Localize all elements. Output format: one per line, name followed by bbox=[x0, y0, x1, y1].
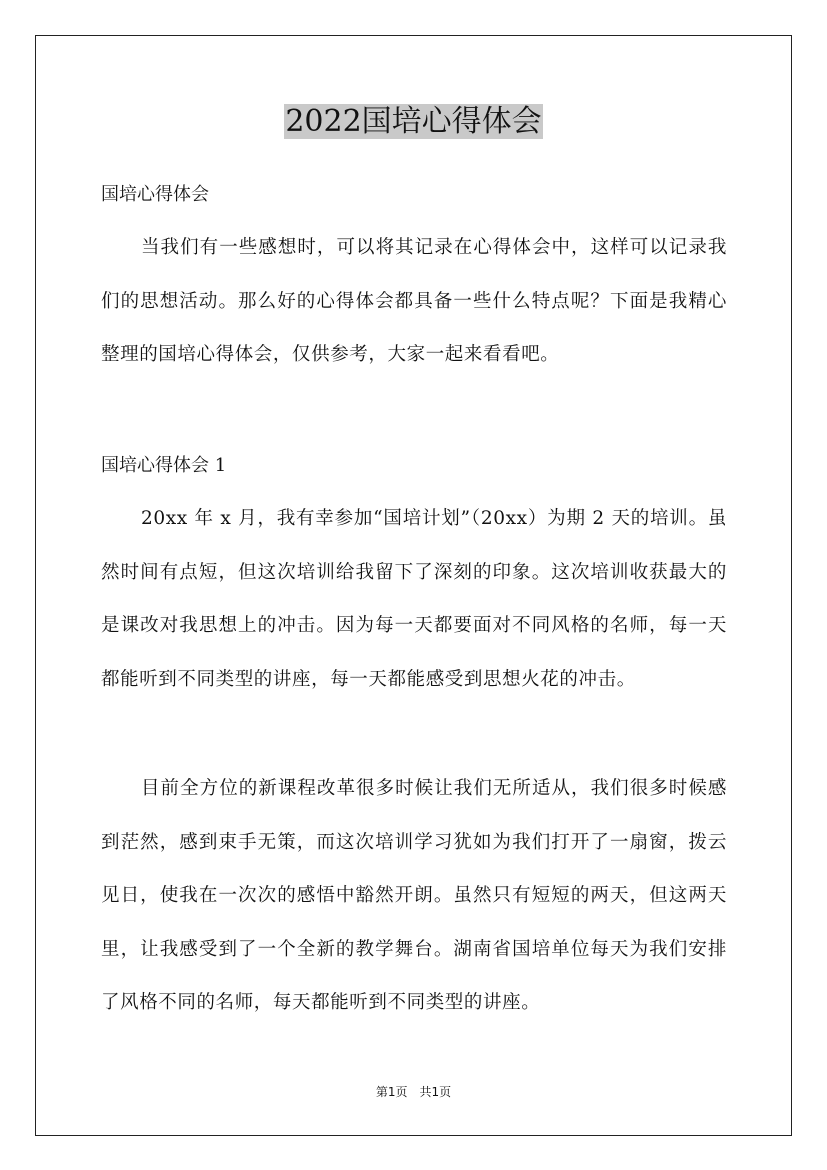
section-heading-1: 国培心得体会 1 bbox=[101, 455, 227, 476]
page-footer bbox=[0, 1083, 827, 1101]
document-title-text: 2022国培心得体会 bbox=[285, 104, 542, 139]
section-heading-intro: 国培心得体会 bbox=[101, 184, 209, 205]
section-1-paragraph-2: 目前全方位的新课程改革很多时候让我们无所适从，我们很多时候感到茫然，感到束手无策，而这次培训学习犹如为我们打开了一扇窗，拨云见日，使我在一次次的感悟中豁然开朗。虽然只有短短的两天，但这两天里，让我感受到了一个全新的教学舞台。湖南省国培单位每天为我们安排了风格不同的名师，每天都能听到不同类型的讲座。 bbox=[101, 778, 727, 1013]
section-1-paragraph-1: 20xx 年 x 月，我有幸参加“国培计划”（20xx）为期 2 天的培训。虽然时间有点短，但这次培训给我留下了深刻的印象。这次培训收获最大的是课改对我思想上的冲击。因为每一天都要面对不同风格的名师，每一天都能听到不同类型的讲座，每一天都能感受到思想火花的冲击。 bbox=[101, 508, 727, 690]
page-number: 第1页 bbox=[375, 1085, 408, 1099]
document-title bbox=[0, 101, 827, 143]
page-total: 共1页 bbox=[419, 1085, 452, 1099]
intro-paragraph: 当我们有一些感想时，可以将其记录在心得体会中，这样可以记录我们的思想活动。那么好的心得体会都具备一些什么特点呢？下面是我精心整理的国培心得体会，仅供参考，大家一起来看看吧。 bbox=[101, 237, 727, 365]
